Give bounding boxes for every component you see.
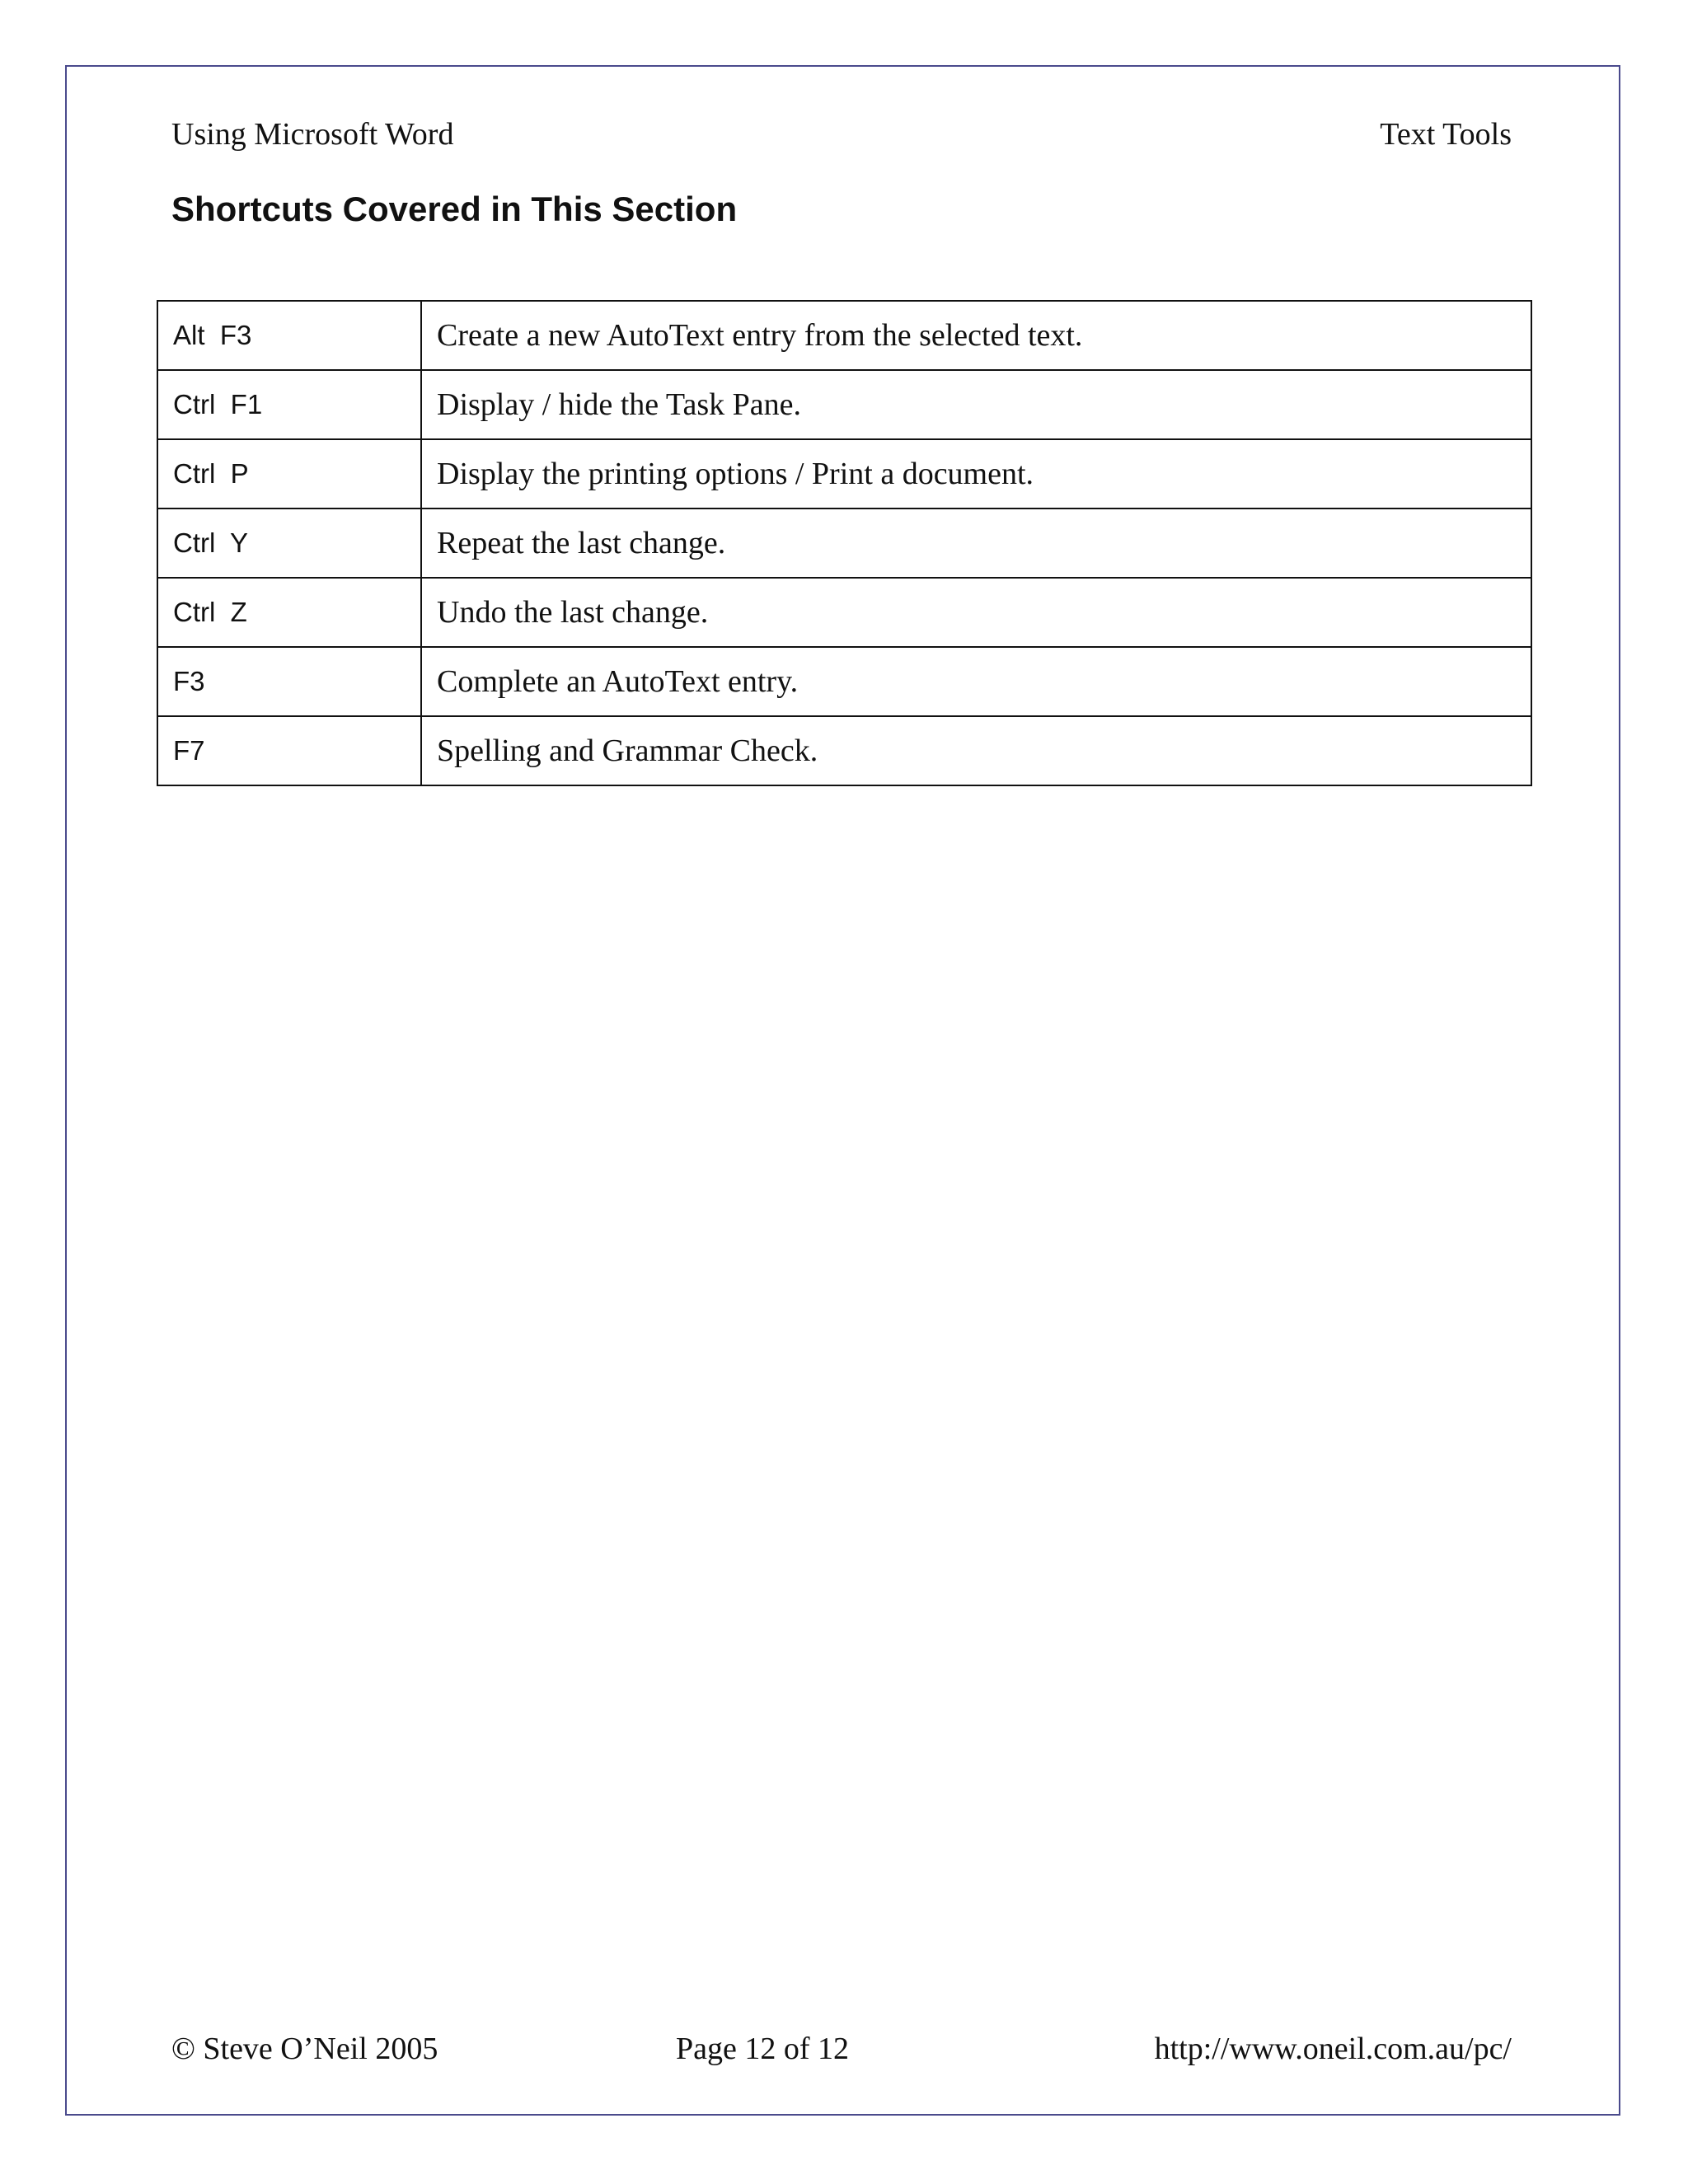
shortcut-description: Repeat the last change. [421,509,1531,578]
shortcut-keys: Alt F3 [157,301,421,370]
table-row [157,301,1531,370]
shortcut-description: Spelling and Grammar Check. [421,716,1531,785]
table-row [157,647,1531,716]
shortcut-description: Display the printing options / Print a document. [421,439,1531,509]
header-document-title: Using Microsoft Word [171,117,454,152]
shortcut-keys: Ctrl Y [157,509,421,578]
shortcut-keys: F3 [157,647,421,716]
table-row [157,578,1531,647]
shortcut-keys: F7 [157,716,421,785]
shortcut-description: Undo the last change. [421,578,1531,647]
shortcuts-table [157,300,1532,786]
table-row [157,439,1531,509]
shortcut-description: Display / hide the Task Pane. [421,370,1531,439]
header-section-name: Text Tools [1380,117,1512,152]
shortcut-description: Create a new AutoText entry from the selected text. [421,301,1531,370]
section-title: Shortcuts Covered in This Section [171,190,738,228]
table-row [157,370,1531,439]
table-row [157,509,1531,578]
shortcut-description: Complete an AutoText entry. [421,647,1531,716]
shortcut-keys: Ctrl F1 [157,370,421,439]
footer-page-number: Page 12 of 12 [676,2032,850,2066]
footer-url: http://www.oneil.com.au/pc/ [1154,2032,1512,2066]
table-row [157,716,1531,785]
shortcut-keys: Ctrl Z [157,578,421,647]
footer-copyright: © Steve O’Neil 2005 [171,2032,438,2066]
shortcut-keys: Ctrl P [157,439,421,509]
